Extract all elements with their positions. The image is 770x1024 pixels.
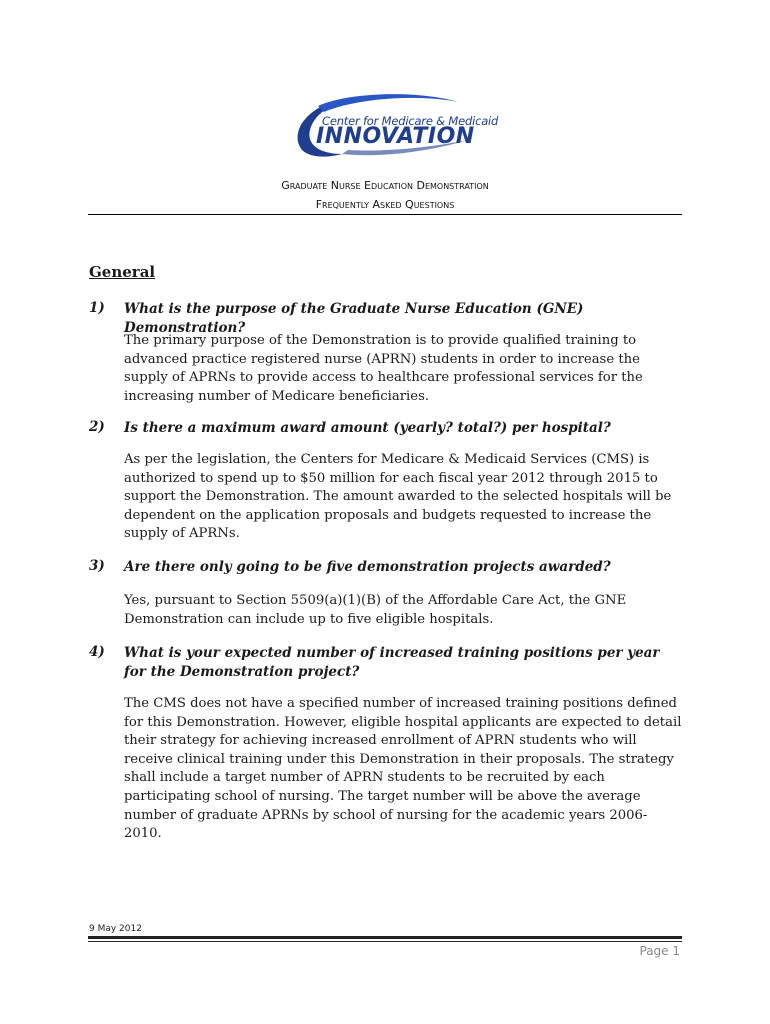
question-text: What is your expected number of increased training positions per year for the Demonstration project? — [124, 645, 660, 680]
question-text: Is there a maximum award amount (yearly? total?) per hospital? — [124, 420, 611, 436]
answer-text: Yes, pursuant to Section 5509(a)(1)(B) of the Affordable Care Act, the GNE Demonstration can include up to five eligible hospitals. — [124, 593, 627, 627]
document-title-line-2 — [0, 198, 770, 211]
answer-text: The CMS does not have a specified number of increased training positions defined for this Demonstration. However, eligible hospital applicants are expected to detail their strategy for achieving increased enrollment of APRN students who will receive clinical training under this Demonstration in their proposals. The strategy shall include a target number of APRN students to be recruited by each participating school of nursing. The target number will be above the average number of graduate APRNs by school of nursing for the academic years 2006-2010. — [124, 696, 682, 842]
question-number: 3) — [89, 558, 105, 574]
footer-divider-thick — [88, 936, 682, 939]
logo-tagline: Center for Medicare & Medicaid — [322, 114, 499, 128]
header-divider — [88, 214, 682, 215]
footer-divider-thin — [88, 941, 682, 942]
title-line-1-text: Graduate Nurse Education Demonstration — [281, 179, 489, 192]
logo-wordmark: INNOVATION — [316, 124, 475, 149]
title-line-2-text: Frequently Asked Questions — [315, 198, 455, 211]
question-number: 4) — [89, 644, 105, 660]
question-number: 2) — [89, 419, 105, 435]
answer-text: The primary purpose of the Demonstration is to provide qualified training to advanced practice registered nurse (APRN) students in order to increase the supply of APRNs to provide access to healthcare professional services for the increasing number of Medicare beneficiaries. — [124, 333, 643, 404]
answer-text: As per the legislation, the Centers for Medicare & Medicaid Services (CMS) is authorized to spend up to $50 million for each fiscal year 2012 through 2015 to support the Demonstration. The amount awarded to the selected hospitals will be dependent on the application proposals and budgets requested to increase the supply of APRNs. — [124, 452, 672, 542]
footer-date: 9 May 2012 — [89, 924, 142, 934]
question-number: 1) — [89, 300, 105, 316]
question-text: Are there only going to be five demonstration projects awarded? — [124, 559, 611, 575]
page-number: Page 1 — [639, 944, 680, 958]
question-text: What is the purpose of the Graduate Nurse Education (GNE) Demonstration? — [124, 301, 584, 336]
section-heading: General — [89, 263, 156, 281]
document-title-line-1 — [0, 179, 770, 192]
